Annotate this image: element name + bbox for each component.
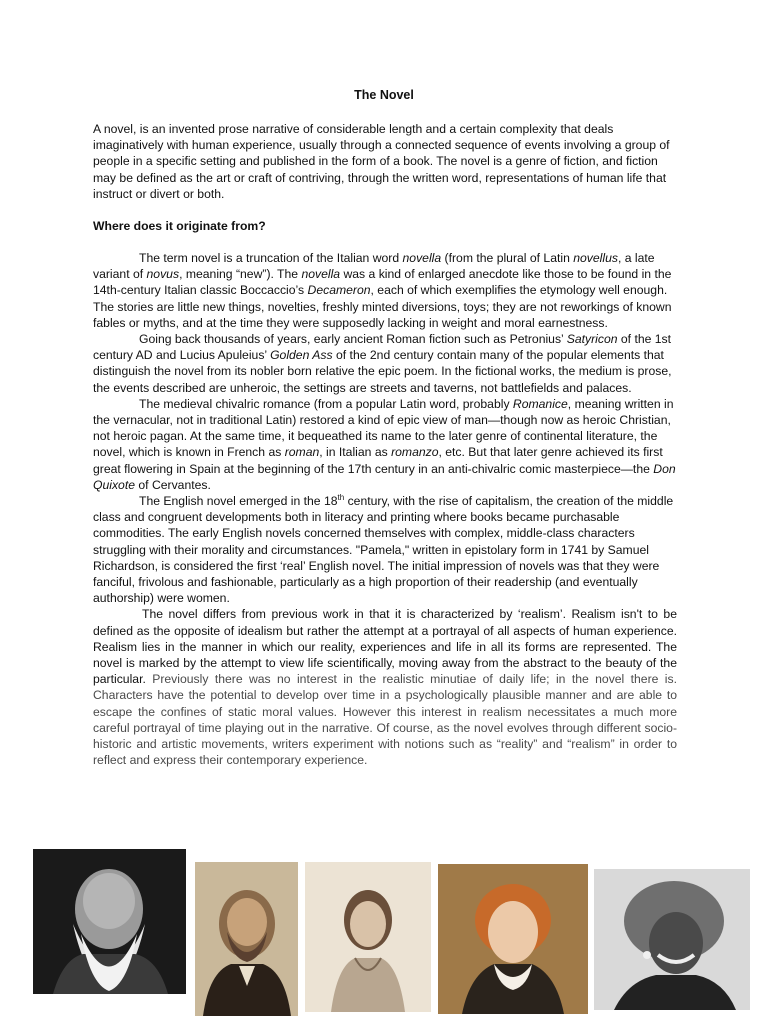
paragraph-2: Going back thousands of years, early ancient Roman fiction such as Petronius’ Satyricon of the 1st century AD and Lucius Apuleius’ Golden Ass of the 2nd century contain many of the popular elements that distinguish the novel from its nobler born relative the epic poem. In the fictional works, the medium is prose, the events described are unheroic, the settings are streets and taverns, not battlefields and palaces.: [93, 332, 672, 395]
portrait-5: [594, 869, 750, 1010]
section-heading: Where does it originate from?: [93, 219, 266, 233]
paragraph-3: The medieval chivalric romance (from a popular Latin word, probably Romanice, meaning written in the vernacular, not in traditional Latin) restored a kind of epic view of man—though now as heroic Christian, not heroic pagan. At the same time, it bequeathed its name to the later genre of continental literature, the novel, which is known in French as roman, in Italian as romanzo, etc. But that later genre achieved its first great flowering in Spain at the beginning of the 17th century in an anti-chivalric comic masterpiece—the Don Quixote of Cervantes.: [93, 396, 676, 492]
paragraph-5: The novel differs from previous work in that it is characterized by ‘realism’. Realism isn't to be defined as the opposite of idealism but rather the attempt at a portrayal of all aspects of human experience. Realism lies in the manner in which our reality, experiences and life in all its forms are represented. The novel is marked by the attempt to view life scientifically, moving away from the abstract to the beauty of the particular. Previously there was no interest in the realistic minutiae of daily life; in the novel there is. Characters have the potential to develop over time in a psychologically plausible manner and are able to escape the confines of static moral values. However this interest in realism necessitates a much more careful portrayal of time playing out in the narrative. Of course, as the novel evolves through different socio-historic and artistic movements, writers experiment with notions such as “reality” and “realism” in order to reflect and express their contemporary experience.: [93, 607, 677, 768]
intro-text: A novel, is an invented prose narrative of considerable length and a certain complexity that deals imaginatively with human experience, usually through a connected sequence of events involving a group of people in a specific setting and published in the form of a book. The novel is a genre of fiction, and fiction may be defined as the art or craft of contriving, through the written word, representations of human life that instruct or divert or both.: [93, 122, 670, 201]
portrait-2: [195, 862, 298, 1016]
page-title: The Novel: [354, 88, 414, 102]
portrait-4: [438, 864, 588, 1014]
paragraph-4: The English novel emerged in the 18th century, with the rise of capitalism, the creation of the middle class and congruent developments both in literacy and printing where books became purchasable commodities. The early English novels concerned themselves with complex, middle-class characters struggling with their morality and circumstances. "Pamela," written in epistolary form in 1741 by Samuel Richardson, is considered the first ‘real’ English novel. The initial impression of novels was that they were fanciful, frivolous and fashionable, particularly as a high proportion of their readership (and eventually authorship) were women.: [93, 492, 674, 606]
section-body: [93, 250, 677, 769]
paragraph-1: The term novel is a truncation of the Italian word novella (from the plural of Latin novellus, a late variant of novus, meaning “new”). The novella was a kind of enlarged anecdote like those to be found in the 14th-century Italian classic Boccaccio’s Decameron, each of which exemplifies the etymology well enough. The stories are little new things, novelties, freshly minted diversions, toys; they are not reworkings of known fables or myths, and at the time they were supposedly lacking in weight and moral earnestness.: [93, 251, 672, 330]
intro-paragraph: [93, 121, 677, 202]
portrait-3: [305, 862, 431, 1012]
portrait-1: [33, 849, 186, 994]
